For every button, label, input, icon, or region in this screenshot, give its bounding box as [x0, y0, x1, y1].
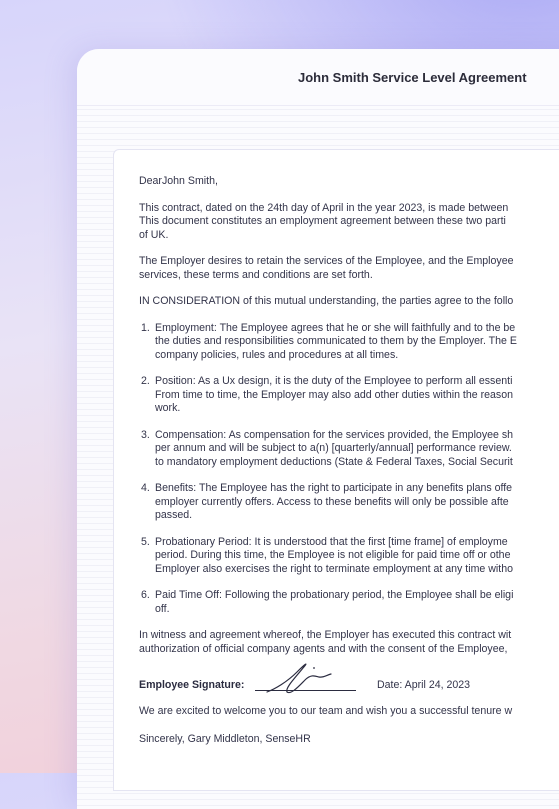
desire-line: services, these terms and conditions are set forth. [139, 268, 373, 281]
witness-line: In witness and agreement whereof, the Employer has executed this contract wit [139, 629, 512, 641]
desire-line: The Employer desires to retain the services of the Employee, and the Employee [139, 255, 514, 267]
clause-line: Benefits: The Employee has the right to participate in any benefits plans offe [155, 482, 513, 494]
witness-line: authorization of official company agents and with the consent of the Employee, [139, 642, 508, 655]
intro-line: of UK. [139, 228, 169, 241]
clause-line: employer currently offers. Access to these benefits will only be possible afte [155, 495, 509, 508]
document-body [139, 175, 559, 746]
clause-position [139, 375, 559, 416]
clause-number: 2. [141, 375, 150, 387]
intro-line: This contract, dated on the 24th day of April in the year 2023, is made between [139, 201, 509, 214]
clause-number: 1. [141, 321, 150, 334]
clause-line: to mandatory employment deductions (State & Federal Taxes, Social Securit [155, 455, 513, 468]
signature-date: Date: April 24, 2023 [377, 679, 471, 691]
clause-line: Compensation: As compensation for the services provided, the Employee sh [155, 428, 514, 441]
clause-line: work. [155, 402, 181, 414]
consideration-line: IN CONSIDERATION of this mutual understanding, the parties agree to the follo [139, 295, 514, 307]
clause-number: 4. [141, 482, 150, 494]
clause-line: Paid Time Off: Following the probationary period, the Employee shall be eligi [155, 589, 514, 601]
clause-line: period. During this time, the Employee is not eligible for paid time off or othe [155, 549, 511, 561]
salutation: DearJohn Smith, [139, 175, 218, 187]
clause-paid-time-off [139, 589, 559, 616]
intro-line: This document constitutes an employment agreement between these two parti [139, 215, 506, 227]
clause-compensation [139, 429, 559, 470]
agreement-document [113, 149, 559, 791]
signature-line [255, 690, 356, 691]
clause-benefits [139, 482, 559, 523]
clause-probationary-period [139, 536, 559, 577]
clause-employment [139, 322, 559, 363]
clause-line: Position: As a Ux design, it is the duty of the Employee to perform all essenti [155, 375, 513, 387]
clause-line: the duties and responsibilities communicated to them by the Employer. The E [155, 335, 517, 347]
welcome-line: We are excited to welcome you to our team and wish you a successful tenure w [139, 705, 513, 717]
closing-line: Sincerely, Gary Middleton, SenseHR [139, 732, 311, 745]
signature-label: Employee Signature: [139, 679, 245, 691]
clause-line: Employer also exercises the right to terminate employment at any time witho [155, 562, 513, 575]
clause-line: Employment: The Employee agrees that he or she will faithfully and to the be [155, 321, 516, 334]
clause-number: 6. [141, 589, 150, 601]
clause-line: passed. [155, 509, 193, 521]
signature-row [139, 670, 559, 694]
clause-line: From time to time, the Employer may also add other duties within the reason [155, 388, 513, 401]
clause-line: Probationary Period: It is understood that the first [time frame] of employme [155, 535, 508, 548]
clause-number: 5. [141, 535, 150, 548]
clause-number: 3. [141, 428, 150, 441]
clause-line: company policies, rules and procedures at all times. [155, 348, 399, 361]
card-header [77, 49, 559, 106]
clause-line: per annum and will be subject to a(n) [quarterly/annual] performance review. [155, 442, 512, 454]
clause-line: off. [155, 602, 170, 615]
document-title: John Smith Service Level Agreement [298, 70, 527, 85]
